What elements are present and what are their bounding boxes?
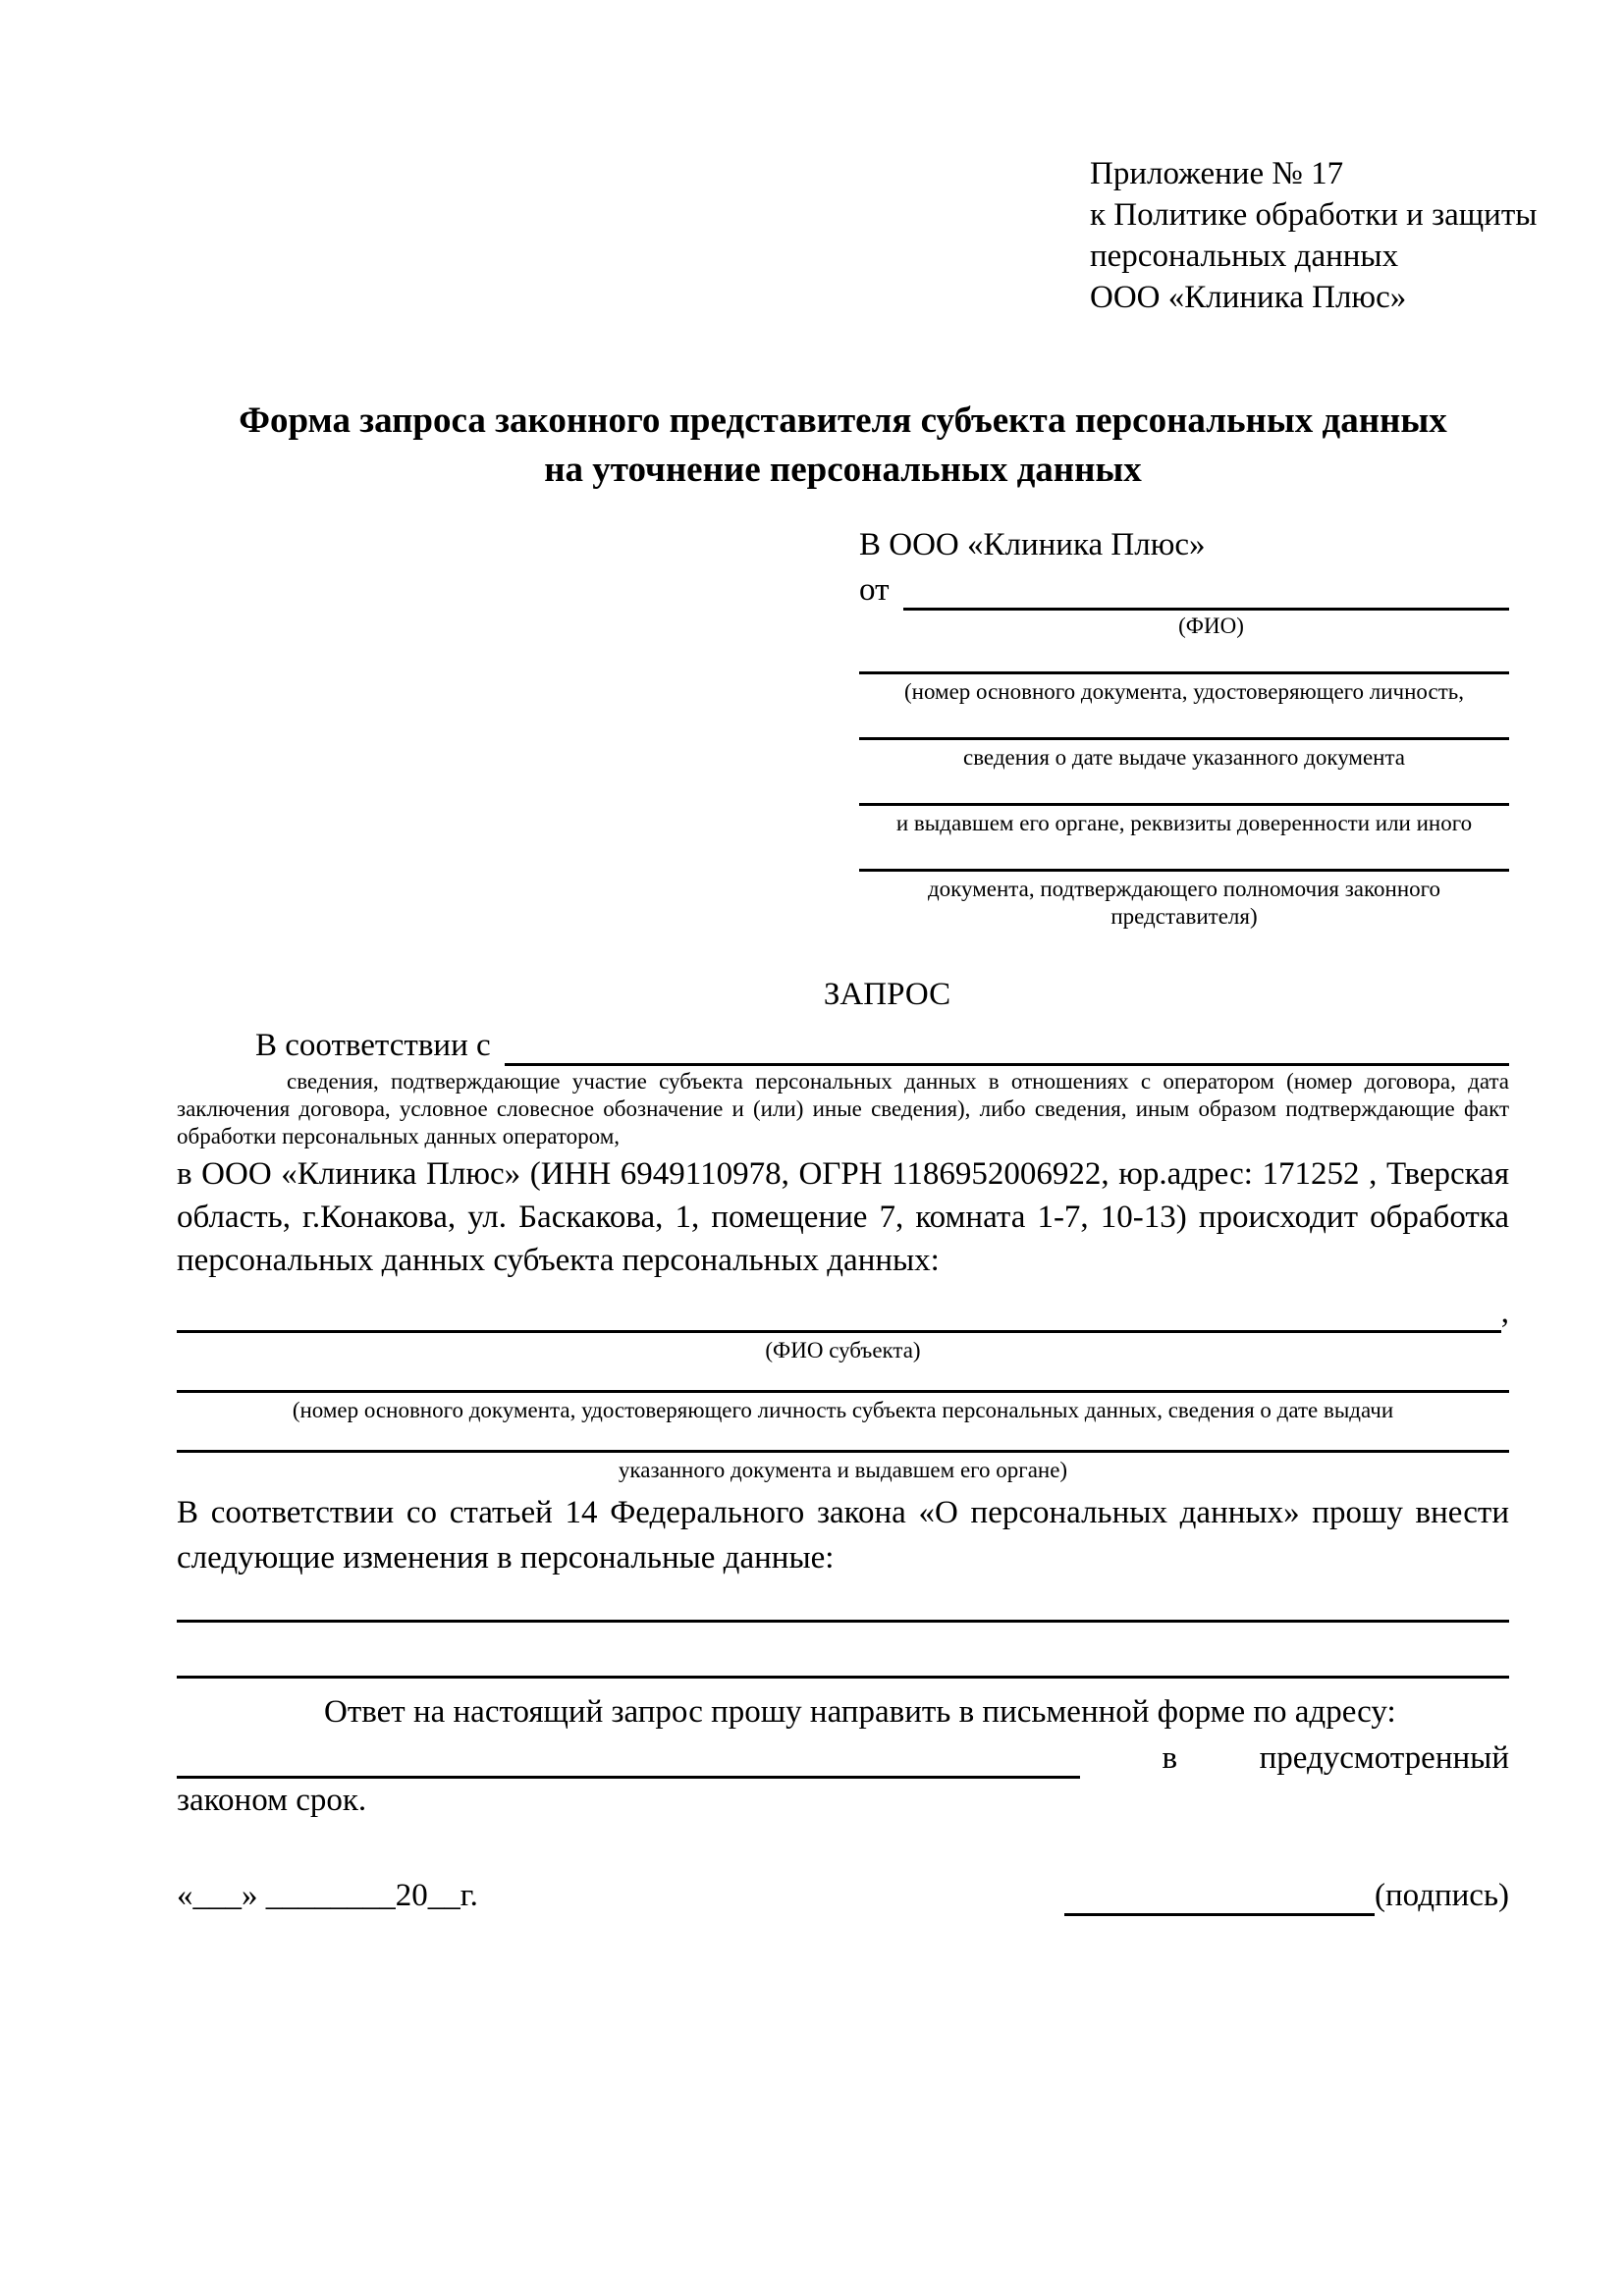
changes-fill-line-2 <box>177 1676 1509 1679</box>
document-title-line-1: Форма запроса законного представителя субъекта персональных данных <box>239 400 1447 441</box>
intro-row <box>177 1023 1509 1066</box>
doc-info-caption-2: сведения о дате выдаче указанного документа <box>962 745 1406 770</box>
doc-info-caption-4: документа, подтверждающего полномочия законного представителя) <box>927 877 1440 929</box>
signature-caption: (подпись) <box>1375 1878 1509 1913</box>
intro-label: В соответствии с <box>255 1028 491 1063</box>
doc-info-group-2 <box>859 737 1509 772</box>
doc-info-fill-line-1 <box>859 671 1509 674</box>
from-label: от <box>859 572 890 608</box>
fio-fill-line <box>903 577 1510 611</box>
address-fill-line <box>177 1747 1080 1779</box>
subject-fio-comma: , <box>1500 1295 1509 1330</box>
subject-doc-group-2 <box>177 1450 1509 1484</box>
response-address-row <box>177 1734 1509 1779</box>
doc-info-fill-line-3 <box>859 803 1509 806</box>
date-placeholder: «___» ________20__г. <box>177 1878 478 1913</box>
addressee-to: В ООО «Клиника Плюс» <box>859 527 1206 562</box>
note-text: сведения, подтверждающие участие субъекта персональных данных в отношениях с оператором (номер договора, дата заключения договора, условное словесное обозначение и (или) иные сведения), либо сведения, иным образом подтверждающие факт обработки персональных данных оператором, <box>177 1069 1509 1148</box>
doc-info-group-3 <box>859 803 1509 837</box>
changes-fill-line-1 <box>177 1620 1509 1623</box>
doc-info-fill-line-4 <box>859 869 1509 872</box>
appendix-line-2: к Политике обработки и защиты <box>1090 197 1538 233</box>
doc-info-caption-3: и выдавшем его органе, реквизиты доверенности или иного <box>895 811 1473 835</box>
subject-fio-fill-line <box>177 1304 1501 1333</box>
subject-doc-fill-line-1 <box>177 1390 1509 1393</box>
doc-info-fill-line-2 <box>859 737 1509 740</box>
subject-doc-group-1 <box>177 1390 1509 1424</box>
signature-fill-line <box>1064 1887 1375 1916</box>
footer-row <box>177 1875 1509 1916</box>
subject-doc-caption-2: указанного документа и выдавшем его органе) <box>618 1458 1068 1482</box>
subject-fio-caption: (ФИО субъекта) <box>765 1338 921 1362</box>
appendix-line-3: персональных данных <box>1090 239 1399 274</box>
closing-text: законом срок. <box>177 1783 367 1818</box>
appendix-block <box>1090 153 1538 318</box>
addressee-block <box>859 524 1509 931</box>
from-row <box>859 571 1509 611</box>
law-paragraph: В соответствии со статьей 14 Федерального закона «О персональных данных» прошу внести следующие изменения в персональные данные: <box>177 1495 1509 1575</box>
subject-doc-fill-line-2 <box>177 1450 1509 1453</box>
request-heading: ЗАПРОС <box>823 977 951 1012</box>
response-paragraph: Ответ на настоящий запрос прошу направить в письменной форме по адресу: <box>324 1694 1396 1730</box>
subject-fio-row <box>177 1292 1509 1333</box>
appendix-line-1: Приложение № 17 <box>1090 156 1344 191</box>
fio-caption: (ФИО) <box>1178 614 1244 638</box>
doc-info-group-4 <box>859 869 1509 931</box>
appendix-line-4: ООО «Клиника Плюс» <box>1090 280 1407 315</box>
doc-info-group-1 <box>859 671 1509 706</box>
operator-paragraph: в ООО «Клиника Плюс» (ИНН 6949110978, ОГРН 1186952006922, юр.адрес: 171252 , Тверская область, г.Конакова, ул. Баскакова, 1, помещение 7, комната 1-7, 10-13) происходит обработка персональных данных субъекта персональных данных: <box>177 1156 1509 1278</box>
signature-group <box>1064 1875 1509 1916</box>
response-word-stipulated: предусмотренный <box>1259 1740 1509 1776</box>
intro-fill-line <box>505 1031 1509 1066</box>
doc-info-caption-1: (номер основного документа, удостоверяющего личность, <box>903 679 1464 704</box>
document-title-line-2: на уточнение персональных данных <box>544 450 1142 490</box>
response-word-in: в <box>1162 1740 1178 1776</box>
document-title <box>177 397 1509 495</box>
subject-doc-caption-1: (номер основного документа, удостоверяющего личность субъекта персональных данных, сведения о дате выдачи <box>292 1398 1394 1422</box>
